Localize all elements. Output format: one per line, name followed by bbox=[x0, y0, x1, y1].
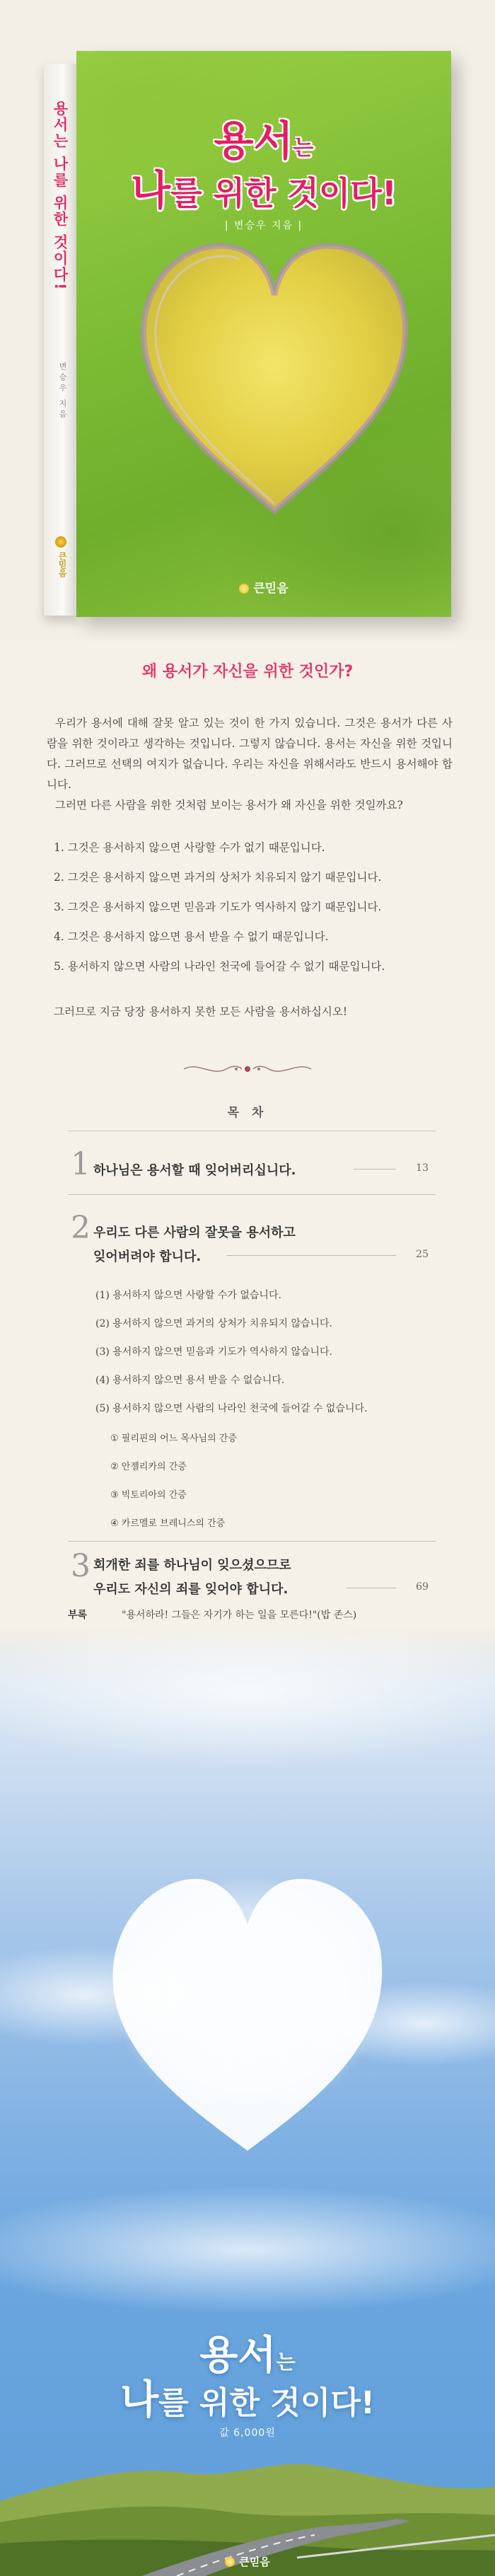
reason-list bbox=[54, 841, 464, 989]
back-publisher-name: 큰믿음 bbox=[239, 2555, 270, 2568]
back-title-word2: 나 bbox=[120, 2377, 159, 2423]
book-3d bbox=[44, 51, 451, 617]
cover-publisher bbox=[76, 578, 451, 596]
appendix-label: 부록 bbox=[68, 1610, 88, 1621]
intro-conclusion: 그러므로 지금 당장 용서하지 못한 모든 사람을 용서하십시오! bbox=[54, 1005, 348, 1018]
book-cover-section bbox=[0, 0, 495, 640]
chapter-number: 3 bbox=[71, 1548, 91, 1584]
chapter-number: 2 bbox=[71, 1210, 91, 1246]
chapter-page: 69 bbox=[416, 1581, 429, 1593]
back-publisher bbox=[0, 2554, 495, 2569]
back-title-line2 bbox=[0, 2369, 495, 2425]
testimony-item: ④ 카르멜로 브레니스의 간증 bbox=[110, 1518, 226, 1529]
reason-item: 4. 그것은 용서하지 않으면 용서 받을 수 없기 때문입니다. bbox=[54, 930, 329, 943]
cover-author: | 변승우 지음 | bbox=[224, 220, 303, 231]
subsection-item: (4) 용서하지 않으면 용서 받을 수 없습니다. bbox=[95, 1375, 285, 1386]
chapter-title-line2: 우리도 자신의 죄를 잊어야 합니다. bbox=[93, 1582, 289, 1597]
back-title-word1: 용서 bbox=[199, 2333, 276, 2379]
chapter-page: 25 bbox=[416, 1249, 429, 1260]
back-cover-section bbox=[0, 1627, 495, 2576]
price-label: 값 6,000원 bbox=[219, 2427, 276, 2439]
publisher-logo-icon bbox=[225, 2557, 235, 2567]
chapter-title: 회개한 죄를 하나님이 잊으셨으므로 bbox=[93, 1558, 291, 1573]
cover-title-rest: 를 위한 것이다! bbox=[170, 174, 397, 212]
heart-icon bbox=[133, 228, 416, 525]
subsection-item: (5) 용서하지 않으면 사람의 나라인 천국에 들어갈 수 없습니다. bbox=[95, 1403, 368, 1414]
reason-item: 5. 용서하지 않으면 사람의 나라인 천국에 들어갈 수 없기 때문입니다. bbox=[54, 960, 385, 973]
intro-heading: 왜 용서가 자신을 위한 것인가? bbox=[141, 663, 354, 681]
book-spine bbox=[44, 64, 78, 616]
leader-line bbox=[226, 1255, 396, 1256]
intro-paragraph-2: 그러면 다른 사람을 위한 것처럼 보이는 용서가 왜 자신을 위한 것일까요? bbox=[55, 799, 403, 812]
testimony-item: ① 필리핀의 어느 목사님의 간증 bbox=[110, 1433, 237, 1444]
spine-author: 변승우 지음 bbox=[58, 362, 67, 421]
cover-title-line2 bbox=[76, 157, 451, 216]
back-title-rest: 를 위한 것이다! bbox=[158, 2385, 375, 2421]
cover-publisher-name: 큰믿음 bbox=[253, 582, 289, 596]
subsection-item: (3) 용서하지 않으면 믿음과 기도가 역사하지 않습니다. bbox=[95, 1346, 332, 1358]
subsection-item: (2) 용서하지 않으면 과거의 상처가 치유되지 않습니다. bbox=[95, 1318, 332, 1329]
heart-field-illustration bbox=[133, 228, 416, 525]
spine-title: 용서는 나를 위한 것이다! bbox=[52, 100, 69, 291]
appendix-text: "용서하라! 그들은 자기가 하는 일을 모른다!"(밥 존스) bbox=[122, 1610, 357, 1621]
testimony-item: ② 안젤리카의 간증 bbox=[110, 1462, 187, 1472]
reason-item: 1. 그것은 용서하지 않으면 사랑할 수가 없기 때문입니다. bbox=[54, 841, 325, 854]
publisher-logo-icon bbox=[55, 536, 66, 548]
toc-divider bbox=[68, 1194, 436, 1195]
chapter-page: 13 bbox=[416, 1162, 429, 1174]
reason-item: 3. 그것은 용서하지 않으면 믿음과 기도가 역사하지 않기 때문입니다. bbox=[54, 901, 382, 913]
ornament-divider-icon bbox=[177, 1060, 318, 1078]
book-front-cover bbox=[76, 51, 451, 617]
publisher-logo-icon bbox=[239, 584, 249, 594]
back-title-particle1: 는 bbox=[276, 2350, 296, 2374]
cover-title-particle1: 는 bbox=[293, 136, 314, 161]
chapter-title-line2: 잊어버려야 합니다. bbox=[93, 1249, 202, 1264]
toc-heading: 목 차 bbox=[227, 1106, 268, 1120]
spine-publisher: 큰믿음 bbox=[57, 552, 67, 577]
intro-paragraph-1: 우리가 용서에 대해 잘못 알고 있는 것이 한 가지 있습니다. 그것은 용서가 다른 사람을 위한 것이라고 생각하는 것입니다. 그렇지 않습니다. 용서는 자신을 위한 것입니다. 그러므로 선택의 여지가 없습니다. 우리는 자신을 위해서라도 반드시 용서해야 합니다. bbox=[47, 717, 453, 791]
testimony-item: ③ 빅토리아의 간증 bbox=[110, 1490, 187, 1501]
chapter-title: 우리도 다른 사람의 잘못을 용서하고 bbox=[93, 1225, 296, 1240]
reason-item: 2. 그것은 용서하지 않으면 과거의 상처가 치유되지 않기 때문입니다. bbox=[54, 871, 382, 884]
subsection-item: (1) 용서하지 않으면 사랑할 수가 없습니다. bbox=[95, 1290, 281, 1301]
cover-title-word1: 용서 bbox=[214, 117, 293, 165]
chapter-title: 하나님은 용서할 때 잊어버리십니다. bbox=[93, 1163, 296, 1178]
toc-divider bbox=[68, 1541, 436, 1542]
chapter-number: 1 bbox=[71, 1146, 91, 1182]
cover-title-word2: 나 bbox=[131, 166, 171, 214]
